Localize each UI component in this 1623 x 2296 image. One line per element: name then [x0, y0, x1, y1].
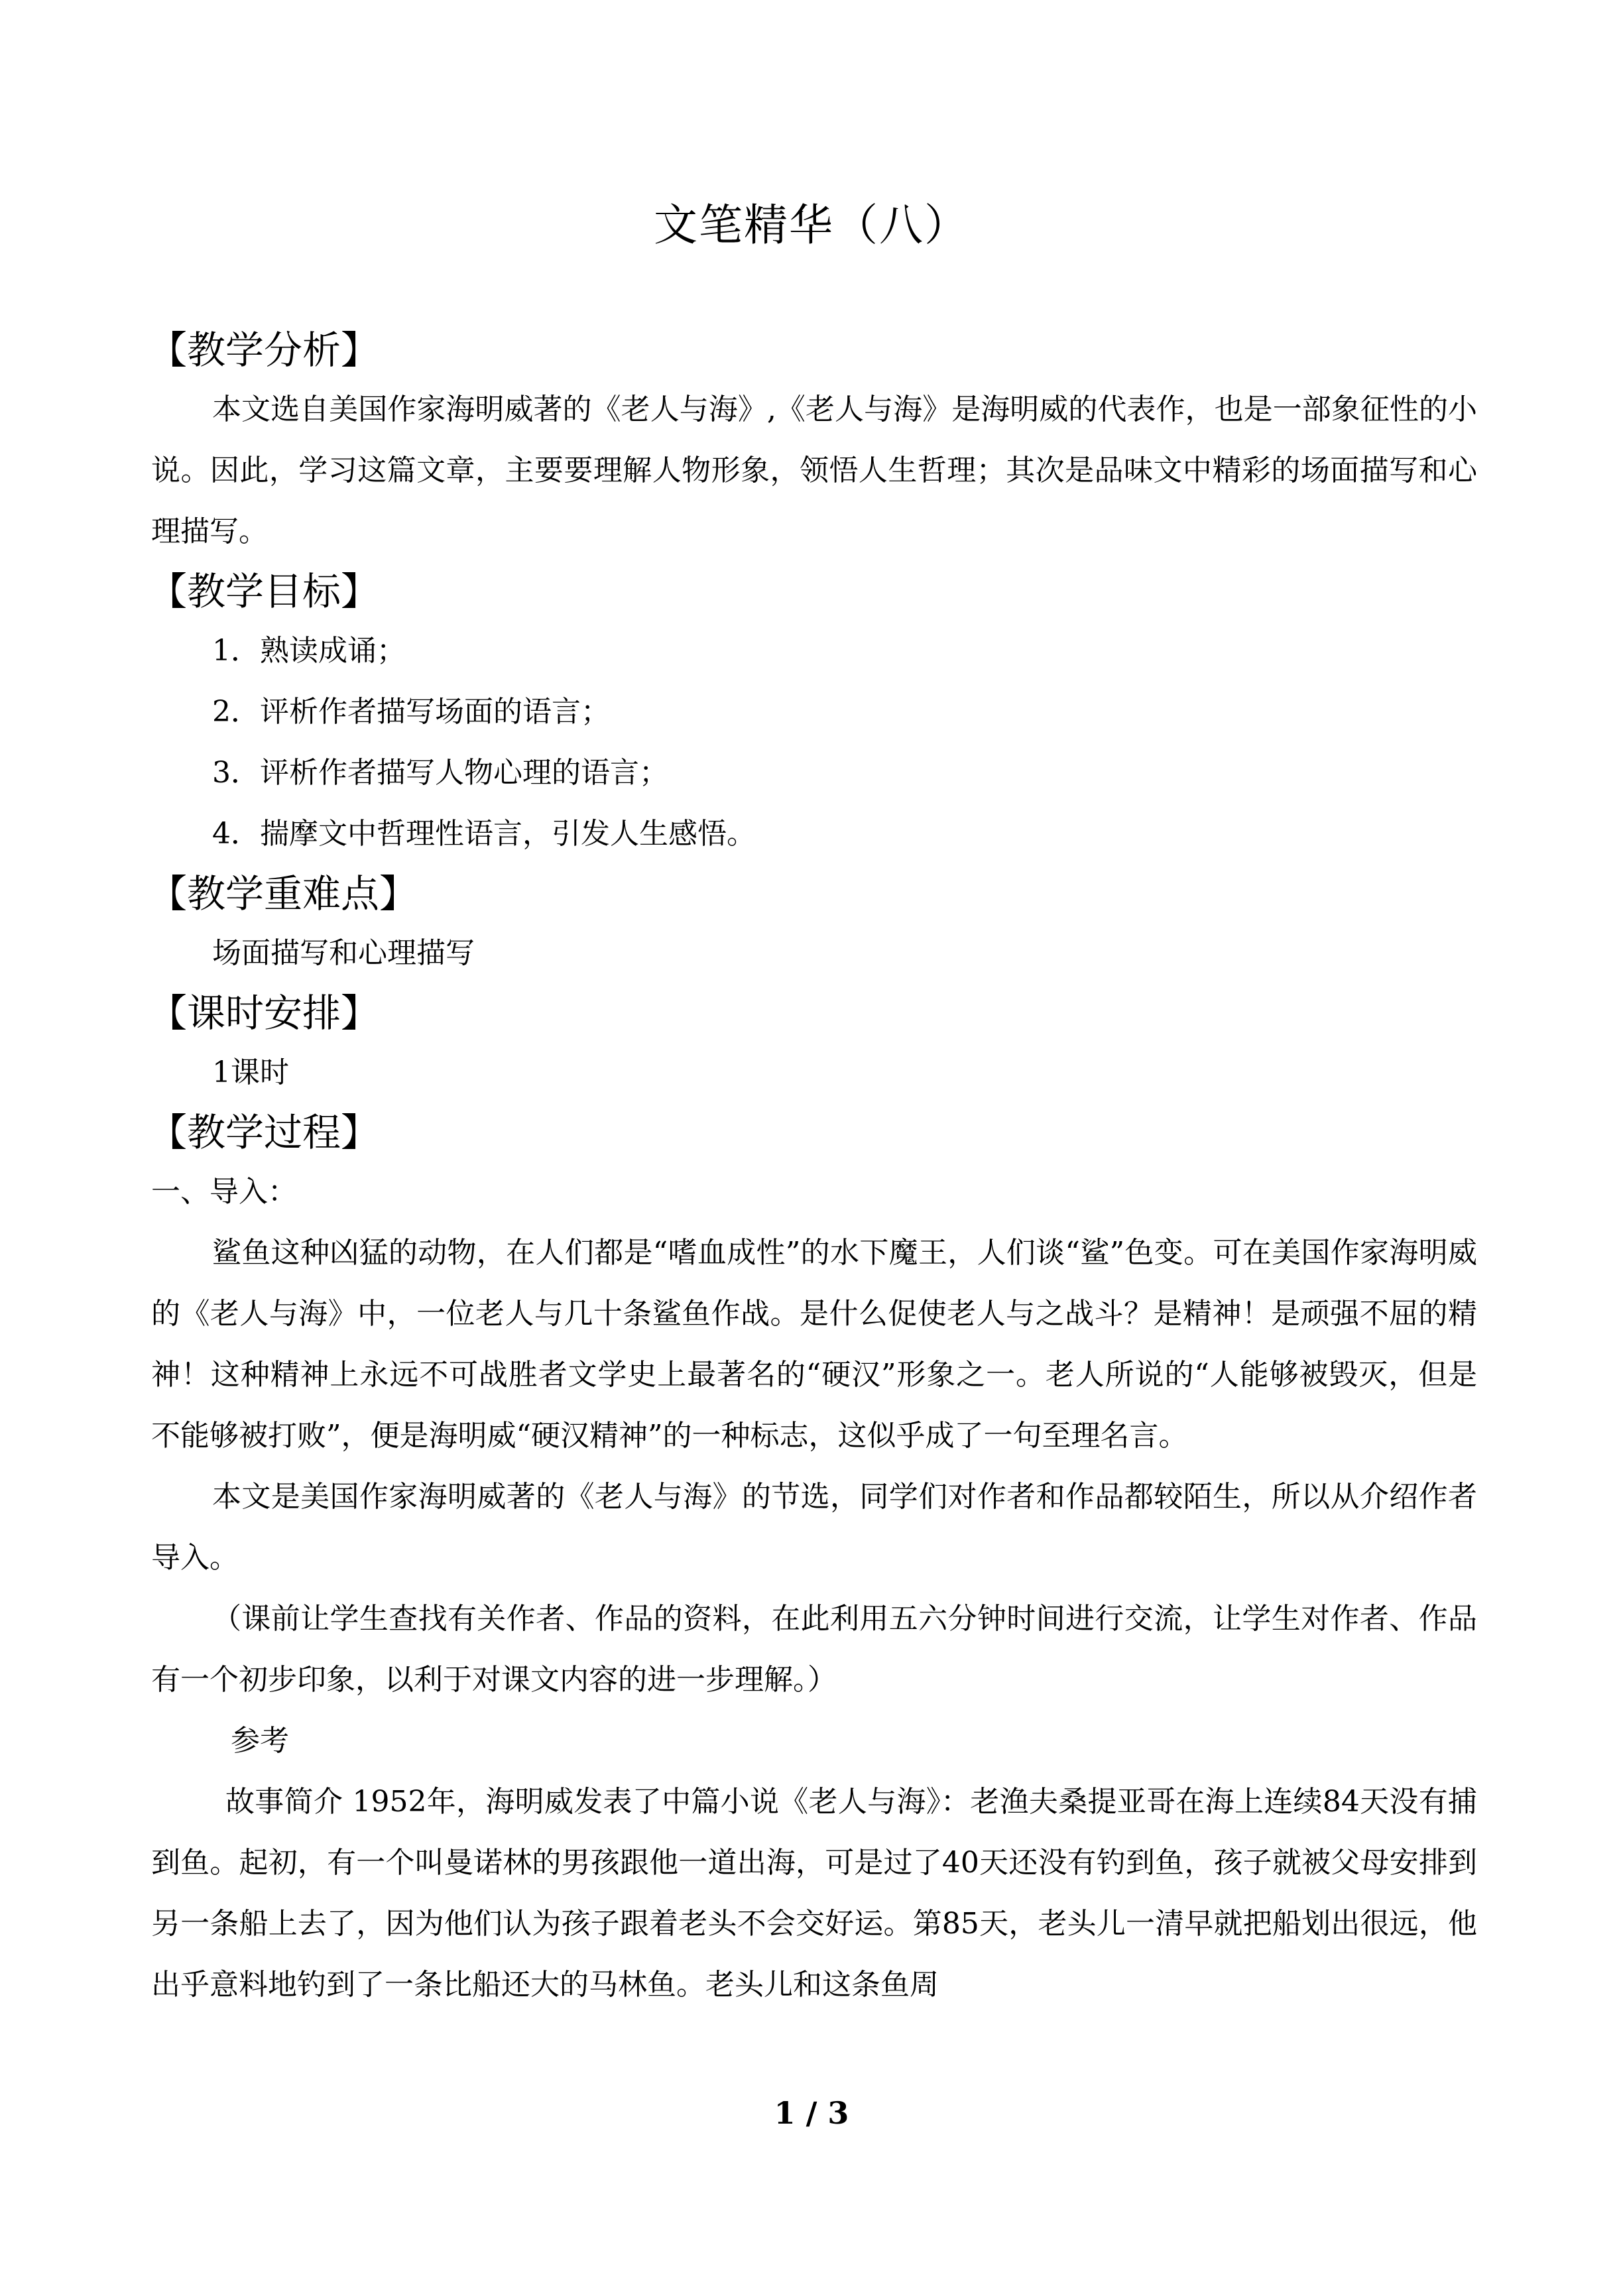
process-paragraph: 鲨鱼这种凶猛的动物，在人们都是“嗜血成性”的水下魔王，人们谈“鲨”色变。可在美国作家海明威的《老人与海》中，一位老人与几十条鲨鱼作战。是什么促使老人与之战斗？是精神！是顽强不屈的精神！这种精神上永远不可战胜者文学史上最著名的“硬汉”形象之一。老人所说的“人能够被毁灭，但是不能够被打败”，便是海明威“硬汉精神”的一种标志，这似乎成了一句至理名言。	[151, 1236, 1477, 1453]
page-indicator: 1 / 3	[774, 2095, 849, 2131]
section-heading-process: 【教学过程】	[149, 1110, 380, 1155]
document-title: 文笔精华（八）	[654, 200, 969, 251]
process-step-label: 一、导入：	[151, 1175, 297, 1209]
section-heading-key-points: 【教学重难点】	[149, 871, 418, 916]
process-paragraph: 故事简介 1952年，海明威发表了中篇小说《老人与海》：老渔夫桑提亚哥在海上连续84天没有捕到鱼。起初，有一个叫曼诺林的男孩跟他一道出海，可是过了40天还没有钓到鱼，孩子就被父母安排到另一条船上去了，因为他们认为孩子跟着老头不会交好运。第85天，老头儿一清早就把船划出很远，他出乎意料地钓到了一条比船还大的马林鱼。老头儿和这条鱼周	[151, 1785, 1477, 2002]
section-heading-goals: 【教学目标】	[149, 569, 380, 614]
process-paragraph: （课前让学生查找有关作者、作品的资料，在此利用五六分钟时间进行交流，让学生对作者、作品有一个初步印象，以利于对课文内容的进一步理解。）	[151, 1602, 1477, 1697]
key-points-text: 场面描写和心理描写	[212, 936, 475, 970]
process-reference-label: 参考	[231, 1724, 289, 1758]
goal-item: 1．熟读成诵；	[212, 634, 406, 668]
schedule-text: 1课时	[212, 1056, 289, 1089]
analysis-paragraph: 本文选自美国作家海明威著的《老人与海》,《老人与海》是海明威的代表作，也是一部象征性的小说。因此，学习这篇文章，主要要理解人物形象，领悟人生哲理；其次是品味文中精彩的场面描写和心理描写。	[151, 393, 1477, 548]
goal-item: 3．评析作者描写人物心理的语言；	[212, 756, 668, 790]
section-heading-analysis: 【教学分析】	[149, 328, 380, 373]
document-body	[151, 321, 1477, 2016]
goal-item: 4．揣摩文中哲理性语言，引发人生感悟。	[212, 817, 756, 851]
section-heading-schedule: 【课时安排】	[149, 991, 380, 1036]
process-paragraph: 本文是美国作家海明威著的《老人与海》的节选，同学们对作者和作品都较陌生，所以从介绍作者导入。	[151, 1480, 1477, 1575]
goal-item: 2．评析作者描写场面的语言；	[212, 695, 610, 729]
